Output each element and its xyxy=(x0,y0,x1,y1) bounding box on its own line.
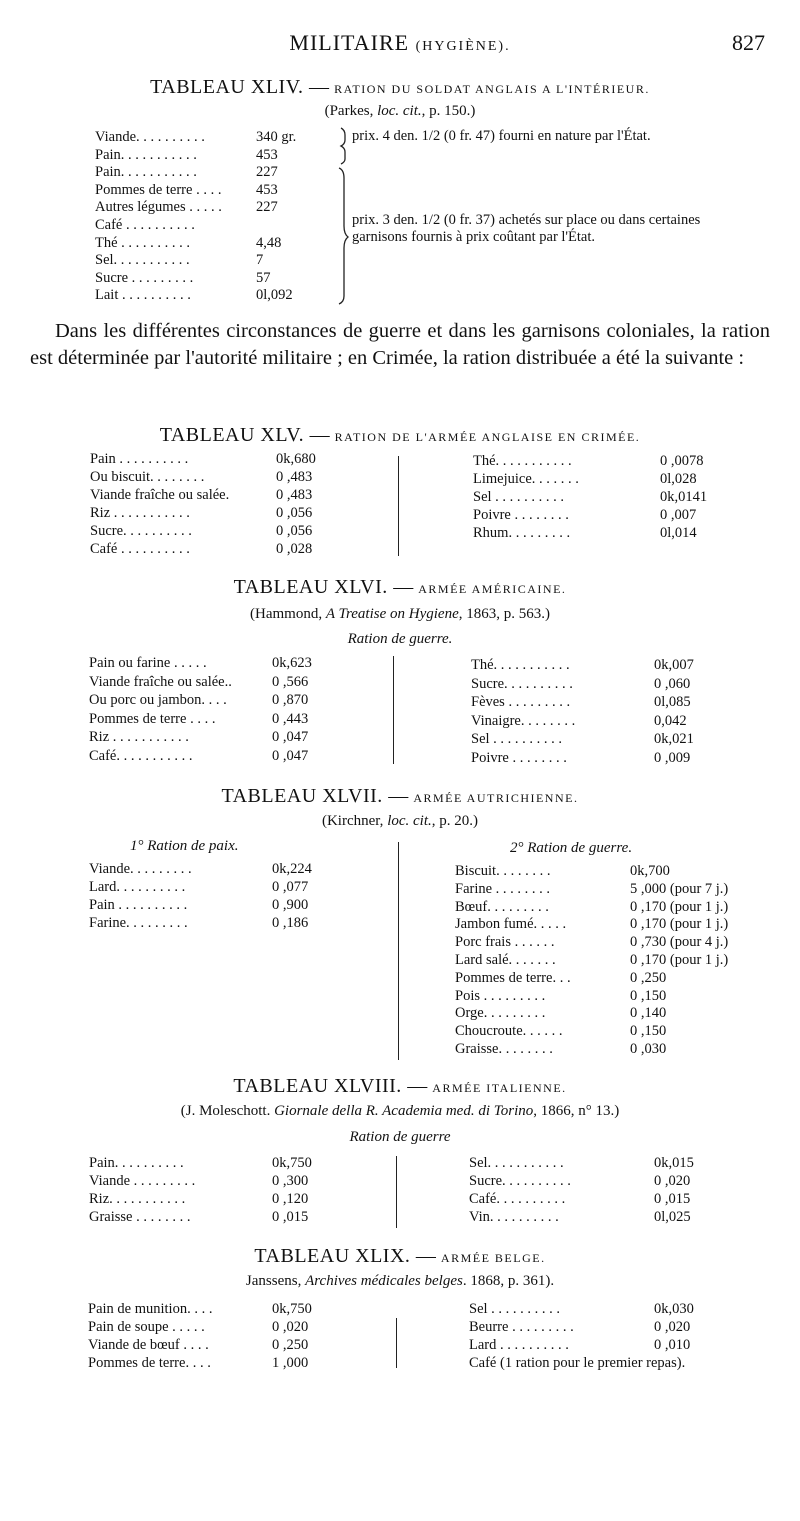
table-47-title xyxy=(0,785,800,808)
table-48-title xyxy=(0,1075,800,1098)
ration-item-label: Viande. . . . . . . . . . xyxy=(95,129,205,145)
ration-item-value: 0 ,120 xyxy=(272,1191,309,1207)
table-45-title xyxy=(0,424,800,447)
ration-item-label: Café. . . . . . . . . . . xyxy=(89,748,193,764)
source-italic: Archives médicales belges xyxy=(305,1273,463,1289)
ration-item-value: 0 ,170 (pour 1 j.) xyxy=(630,952,729,968)
ration-item-value: 0 ,028 xyxy=(276,541,313,557)
brace-1 xyxy=(341,128,345,164)
table-47-label: TABLEAU XLVII. — xyxy=(221,785,409,807)
source-text: (J. Moleschott. xyxy=(180,1103,275,1119)
ration-item-label: Pommes de terre . . . . xyxy=(95,181,222,198)
table-49-label: TABLEAU XLIX. — xyxy=(254,1245,437,1267)
ration-item-label: Beurre . . . . . . . . . xyxy=(469,1319,574,1335)
ration-item-value: 0 ,030 xyxy=(630,1041,667,1057)
ration-item-value: 0 ,020 xyxy=(654,1319,691,1335)
ration-item-value: 0 ,056 xyxy=(276,505,313,521)
ration-item-value: 0k,750 xyxy=(272,1301,312,1317)
table-47-divider xyxy=(398,842,399,1060)
ration-item-label: Sel . . . . . . . . . . xyxy=(471,731,563,748)
source-text: , 1866, n° 13.) xyxy=(533,1103,620,1119)
ration-item-label: Pain de munition. . . . xyxy=(88,1301,213,1317)
ration-item-value: 0l,028 xyxy=(660,471,697,487)
ration-item-label: Orge. . . . . . . . . xyxy=(455,1005,546,1022)
table-48-divider xyxy=(396,1156,397,1228)
ration-item-label: Café (1 ration pour le premier repas). xyxy=(469,1355,686,1371)
ration-item-value: 0 ,047 xyxy=(272,729,309,746)
ration-item-label: Sel. . . . . . . . . . . xyxy=(95,252,190,269)
ration-item-value: 0 ,060 xyxy=(654,675,691,692)
source-text: , 1863, p. 563.) xyxy=(458,606,550,622)
ration-item-value: 0 ,015 xyxy=(272,1209,309,1225)
ration-item-label: Autres légumes . . . . . xyxy=(95,199,222,216)
source-text: . 1868, p. 361). xyxy=(462,1273,555,1289)
ration-item-label: Bœuf. . . . . . . . . xyxy=(455,898,549,915)
ration-item-label: Pommes de terre. . . xyxy=(455,969,571,986)
ration-item-label: Sucre. . . . . . . . . . xyxy=(469,1173,571,1189)
ration-item-label: Viande fraîche ou salée. xyxy=(90,487,230,503)
ration-item-label: Pommes de terre . . . . xyxy=(89,710,216,727)
ration-item-label: Lard. . . . . . . . . . xyxy=(89,879,186,895)
ration-item-label: Sucre. . . . . . . . . . xyxy=(471,675,573,692)
ration-item-value: 57 xyxy=(256,269,271,286)
ration-item-value: 0 ,250 xyxy=(630,969,667,986)
source-italic: Giornale della R. Academia med. di Torino xyxy=(274,1103,534,1119)
ration-item-value: 0 ,047 xyxy=(272,748,309,764)
ration-item-value: 0 ,150 xyxy=(630,987,667,1004)
ration-item-label: Pain de soupe . . . . . xyxy=(88,1319,205,1335)
table-46-heading: ARMÉE AMÉRICAINE. xyxy=(418,582,567,596)
page-number: 827 xyxy=(732,30,765,55)
ration-item-label: Poivre . . . . . . . . xyxy=(471,750,567,766)
source-italic: A Treatise on Hygiene xyxy=(325,606,459,622)
ration-item-label: Limejuice. . . . . . . xyxy=(473,471,579,487)
ration-item-value: 0 ,170 (pour 1 j.) xyxy=(630,916,729,933)
ration-item-value: 0 ,186 xyxy=(272,915,309,931)
ration-item-value: 0 ,140 xyxy=(630,1005,667,1022)
ration-item-label: Graisse . . . . . . . . xyxy=(89,1209,191,1225)
ration-item-label: Farine . . . . . . . . xyxy=(455,880,551,897)
table-46-title xyxy=(0,576,800,599)
ration-item-value: 0l,025 xyxy=(654,1209,691,1225)
ration-item-value: 0 ,483 xyxy=(276,487,313,503)
source-text: (Kirchner, xyxy=(321,813,388,829)
running-header xyxy=(0,30,800,56)
ration-item-label: Lait . . . . . . . . . . xyxy=(95,287,191,304)
ration-item-label: Sel . . . . . . . . . . xyxy=(473,489,565,505)
table-46-label: TABLEAU XLVI. — xyxy=(233,576,414,598)
ration-item-label: Viande . . . . . . . . . xyxy=(89,1173,196,1189)
ration-item-value: 0l,014 xyxy=(660,525,697,541)
ration-item-label: Café . . . . . . . . . . xyxy=(95,217,195,233)
ration-item-label: Thé. . . . . . . . . . . xyxy=(471,657,570,673)
ration-item-value: 0 ,020 xyxy=(654,1173,691,1189)
ration-item-value: 0 ,020 xyxy=(272,1319,309,1335)
paragraph-text: Dans les différentes circonstances de guerre et dans les garnisons coloniales, la ration est déterminée par l'autorité militaire ; en Crimée, la ration distribuée a été la suivante : xyxy=(30,320,770,369)
ration-item-label: Sel . . . . . . . . . . xyxy=(469,1301,561,1317)
ration-item-value: 0 ,009 xyxy=(654,750,691,766)
ration-item-value: 453 xyxy=(256,146,278,163)
ration-item-value: 0 ,007 xyxy=(660,507,697,523)
table-44-braces xyxy=(337,126,349,306)
ration-item-value: 0 ,300 xyxy=(272,1173,309,1189)
ration-item-value: 0 ,010 xyxy=(654,1337,691,1353)
ration-item-label: Sucre . . . . . . . . . xyxy=(95,269,194,286)
ration-item-value: 0k,007 xyxy=(654,657,694,673)
ration-item-label: Poivre . . . . . . . . xyxy=(473,507,569,523)
ration-item-label: Pain ou farine . . . . . xyxy=(89,655,207,671)
ration-item-label: Thé . . . . . . . . . . xyxy=(95,234,191,251)
ration-item-label: Vinaigre. . . . . . . . xyxy=(471,712,576,729)
ration-item-label: Lard . . . . . . . . . . xyxy=(469,1337,569,1353)
ration-item-value: 0 ,870 xyxy=(272,692,309,709)
ration-item-label: Rhum. . . . . . . . . xyxy=(473,525,571,541)
ration-item-label: Riz. . . . . . . . . . . xyxy=(89,1191,186,1207)
ration-item-value: 0 ,056 xyxy=(276,523,313,539)
table-44-source xyxy=(0,103,800,120)
header-title: MILITAIRE xyxy=(289,30,410,55)
ration-item-value: 0 ,443 xyxy=(272,710,309,727)
ration-item-label: Vin. . . . . . . . . . xyxy=(469,1209,559,1225)
ration-item-value: 0 ,250 xyxy=(272,1337,309,1353)
ration-item-label: Pois . . . . . . . . . xyxy=(455,987,546,1004)
source-text: , p. 20.) xyxy=(431,813,479,829)
source-text: (Parkes, xyxy=(324,103,378,119)
ration-item-label: Porc frais . . . . . . xyxy=(455,934,555,951)
ration-item-label: Sucre. . . . . . . . . . xyxy=(90,523,192,539)
ration-item-label: Pain. . . . . . . . . . xyxy=(89,1155,184,1171)
ration-item-value: 0,042 xyxy=(654,712,687,729)
ration-item-value: 227 xyxy=(256,199,278,216)
ration-item-label: Pain. . . . . . . . . . . xyxy=(95,146,197,163)
ration-item-value: 0 ,566 xyxy=(272,673,309,690)
source-text: (Hammond, xyxy=(250,606,326,622)
ration-item-value: 0k,030 xyxy=(654,1301,694,1317)
ration-item-value: 0 ,0078 xyxy=(660,453,704,469)
table-48-source xyxy=(0,1103,800,1120)
ration-item-label: Pommes de terre. . . . xyxy=(88,1355,211,1371)
ration-item-label: Pain. . . . . . . . . . . xyxy=(95,164,197,181)
table-44-title xyxy=(0,76,800,99)
ration-item-value: 0k,680 xyxy=(276,451,316,467)
table-47-left-heading: 1° Ration de paix. xyxy=(130,838,239,854)
ration-item-label: Café. . . . . . . . . . xyxy=(469,1191,566,1207)
ration-item-value: 1 ,000 xyxy=(272,1355,309,1371)
ration-item-label: Lard salé. . . . . . . xyxy=(455,952,556,968)
table-45-heading: RATION DE L'ARMÉE ANGLAISE EN CRIMÉE. xyxy=(334,430,641,444)
ration-item-value: 0k,224 xyxy=(272,861,312,877)
ration-item-label: Graisse. . . . . . . . xyxy=(455,1041,553,1057)
ration-item-label: Pain . . . . . . . . . . xyxy=(90,451,189,467)
ration-item-value: 0k,623 xyxy=(272,655,312,671)
table-49-title xyxy=(0,1245,800,1268)
ration-item-label: Riz . . . . . . . . . . . xyxy=(90,505,190,521)
source-italic: loc. cit. xyxy=(387,813,432,829)
table-48-subtitle: Ration de guerre xyxy=(349,1129,451,1145)
source-text: Janssens, xyxy=(245,1273,306,1289)
ration-item-label: Ou biscuit. . . . . . . . xyxy=(90,469,205,485)
ration-item-value: 0k,750 xyxy=(272,1155,312,1171)
ration-item-label: Farine. . . . . . . . . xyxy=(89,915,188,931)
table-47-heading: ARMÉE AUTRICHIENNE. xyxy=(413,791,579,805)
table-44-note-1: prix. 4 den. 1/2 (0 fr. 47) fourni en nature par l'État. xyxy=(352,128,651,144)
ration-item-label: Café . . . . . . . . . . xyxy=(90,541,190,557)
ration-item-label: Biscuit. . . . . . . . xyxy=(455,863,551,879)
ration-item-value: 0 ,150 xyxy=(630,1023,667,1040)
table-46-subtitle: Ration de guerre. xyxy=(347,631,453,647)
table-49-source xyxy=(0,1273,800,1290)
ration-item-value: 0k,0141 xyxy=(660,489,708,505)
ration-item-label: Thé. . . . . . . . . . . xyxy=(473,453,572,469)
ration-item-value: 0l,092 xyxy=(256,287,293,304)
table-47-right-heading: 2° Ration de guerre. xyxy=(510,840,633,856)
ration-item-value: 0 ,170 (pour 1 j.) xyxy=(630,898,729,915)
table-45-label: TABLEAU XLV. — xyxy=(159,424,331,446)
ration-item-label: Viande fraîche ou salée.. xyxy=(89,673,232,690)
table-49-divider xyxy=(396,1318,397,1368)
table-44-heading: RATION DU SOLDAT ANGLAIS A L'INTÉRIEUR. xyxy=(334,82,650,96)
table-46-divider xyxy=(393,656,394,764)
brace-2 xyxy=(339,168,348,304)
ration-item-label: Ou porc ou jambon. . . . xyxy=(89,692,227,709)
ration-item-value: 7 xyxy=(256,252,264,269)
source-text: , p. 150.) xyxy=(421,103,476,119)
table-48-label: TABLEAU XLVIII. — xyxy=(233,1075,428,1097)
ration-item-label: Choucroute. . . . . . xyxy=(455,1023,563,1040)
body-paragraph xyxy=(30,318,770,372)
ration-item-label: Sel. . . . . . . . . . . xyxy=(469,1155,564,1171)
table-49-heading: ARMÉE BELGE. xyxy=(440,1251,546,1265)
ration-item-value: 0 ,015 xyxy=(654,1191,691,1207)
ration-item-label: Viande. . . . . . . . . xyxy=(89,861,192,877)
ration-item-value: 0 ,730 (pour 4 j.) xyxy=(630,934,729,951)
ration-item-value: 0 ,900 xyxy=(272,897,309,913)
table-47-source xyxy=(0,813,800,830)
ration-item-value: 227 xyxy=(256,164,278,181)
source-italic: loc. cit. xyxy=(377,103,422,119)
ration-item-label: Pain . . . . . . . . . . xyxy=(89,897,188,913)
ration-item-value: 0 ,483 xyxy=(276,469,313,485)
ration-item-label: Jambon fumé. . . . . xyxy=(455,916,567,933)
ration-item-value: 0k,015 xyxy=(654,1155,694,1171)
table-45-divider xyxy=(398,456,399,556)
table-44-note-2: prix. 3 den. 1/2 (0 fr. 37) achetés sur place ou dans certaines garnisons fournis à prix coûtant par l'État. xyxy=(352,212,701,245)
ration-item-label: Viande de bœuf . . . . xyxy=(88,1337,209,1353)
ration-item-value: 0k,700 xyxy=(630,863,670,879)
header-subtitle: (HYGIÈNE). xyxy=(415,39,511,54)
ration-item-label: Riz . . . . . . . . . . . xyxy=(89,729,189,746)
ration-item-value: 0l,085 xyxy=(654,694,691,711)
ration-item-value: 340 gr. xyxy=(256,129,297,145)
ration-item-value: 0k,021 xyxy=(654,731,694,748)
ration-item-value: 5 ,000 (pour 7 j.) xyxy=(630,880,729,897)
table-46-source xyxy=(0,606,800,623)
ration-item-value: 4,48 xyxy=(256,234,282,251)
ration-item-label: Fèves . . . . . . . . . xyxy=(471,694,571,711)
table-44-label: TABLEAU XLIV. — xyxy=(150,76,330,98)
table-48-heading: ARMÉE ITALIENNE. xyxy=(432,1081,567,1095)
ration-item-value: 453 xyxy=(256,181,278,198)
ration-item-value: 0 ,077 xyxy=(272,879,309,895)
